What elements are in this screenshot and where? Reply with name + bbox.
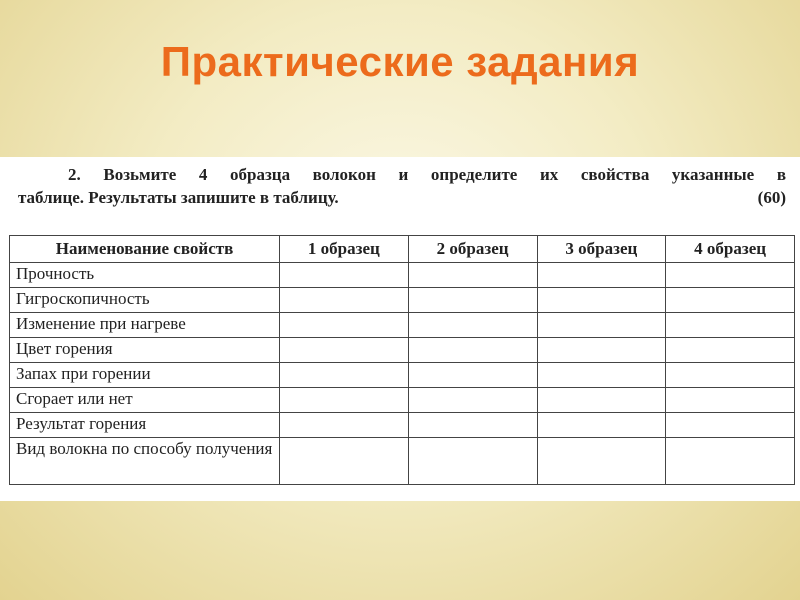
table-row <box>10 263 795 288</box>
cell-empty <box>666 363 795 388</box>
cell-empty <box>666 263 795 288</box>
table-row <box>10 438 795 485</box>
cell-empty <box>280 363 409 388</box>
cell-empty <box>408 363 537 388</box>
cell-empty <box>280 288 409 313</box>
cell-empty <box>537 288 666 313</box>
cell-empty <box>408 263 537 288</box>
cell-empty <box>537 363 666 388</box>
table-row <box>10 338 795 363</box>
cell-empty <box>280 438 409 485</box>
cell-empty <box>666 288 795 313</box>
cell-empty <box>537 438 666 485</box>
row-label-burns-or-not: Сгорает или нет <box>10 388 280 413</box>
properties-table <box>9 235 795 485</box>
cell-empty <box>408 438 537 485</box>
task-text <box>18 163 786 209</box>
cell-empty <box>666 413 795 438</box>
header-sample-4: 4 образец <box>666 236 795 263</box>
header-sample-3: 3 образец <box>537 236 666 263</box>
cell-empty <box>408 338 537 363</box>
cell-empty <box>280 263 409 288</box>
task-line-2-text: таблице. Результаты запишите в таблицу. <box>18 188 339 207</box>
cell-empty <box>537 313 666 338</box>
table-header-row <box>10 236 795 263</box>
cell-empty <box>537 263 666 288</box>
cell-empty <box>666 388 795 413</box>
cell-empty <box>666 338 795 363</box>
cell-empty <box>408 413 537 438</box>
table-row <box>10 413 795 438</box>
cell-empty <box>537 388 666 413</box>
cell-empty <box>280 313 409 338</box>
row-label-heat-change: Изменение при нагреве <box>10 313 280 338</box>
cell-empty <box>408 388 537 413</box>
table-row <box>10 363 795 388</box>
row-label-fiber-type: Вид волокна по способу получения <box>10 438 280 485</box>
table-row <box>10 313 795 338</box>
cell-empty <box>537 413 666 438</box>
cell-empty <box>408 288 537 313</box>
row-label-burning-result: Результат горения <box>10 413 280 438</box>
cell-empty <box>666 313 795 338</box>
slide-title: Практические задания <box>160 38 640 85</box>
cell-empty <box>408 313 537 338</box>
header-property-name: Наименование свойств <box>10 236 280 263</box>
task-points: (60) <box>757 188 786 207</box>
row-label-hygroscopicity: Гигроскопичность <box>10 288 280 313</box>
cell-empty <box>537 338 666 363</box>
task-line-2 <box>18 186 786 209</box>
row-label-burning-smell: Запах при горении <box>10 363 280 388</box>
cell-empty <box>280 388 409 413</box>
table-row <box>10 288 795 313</box>
content-panel <box>0 157 800 501</box>
row-label-flame-color: Цвет горения <box>10 338 280 363</box>
cell-empty <box>280 413 409 438</box>
task-line-1: 2. Возьмите 4 образца волокон и определите их свойства указанные в <box>68 165 786 184</box>
cell-empty <box>280 338 409 363</box>
header-sample-2: 2 образец <box>408 236 537 263</box>
row-label-strength: Прочность <box>10 263 280 288</box>
header-sample-1: 1 образец <box>280 236 409 263</box>
cell-empty <box>666 438 795 485</box>
table-row <box>10 388 795 413</box>
